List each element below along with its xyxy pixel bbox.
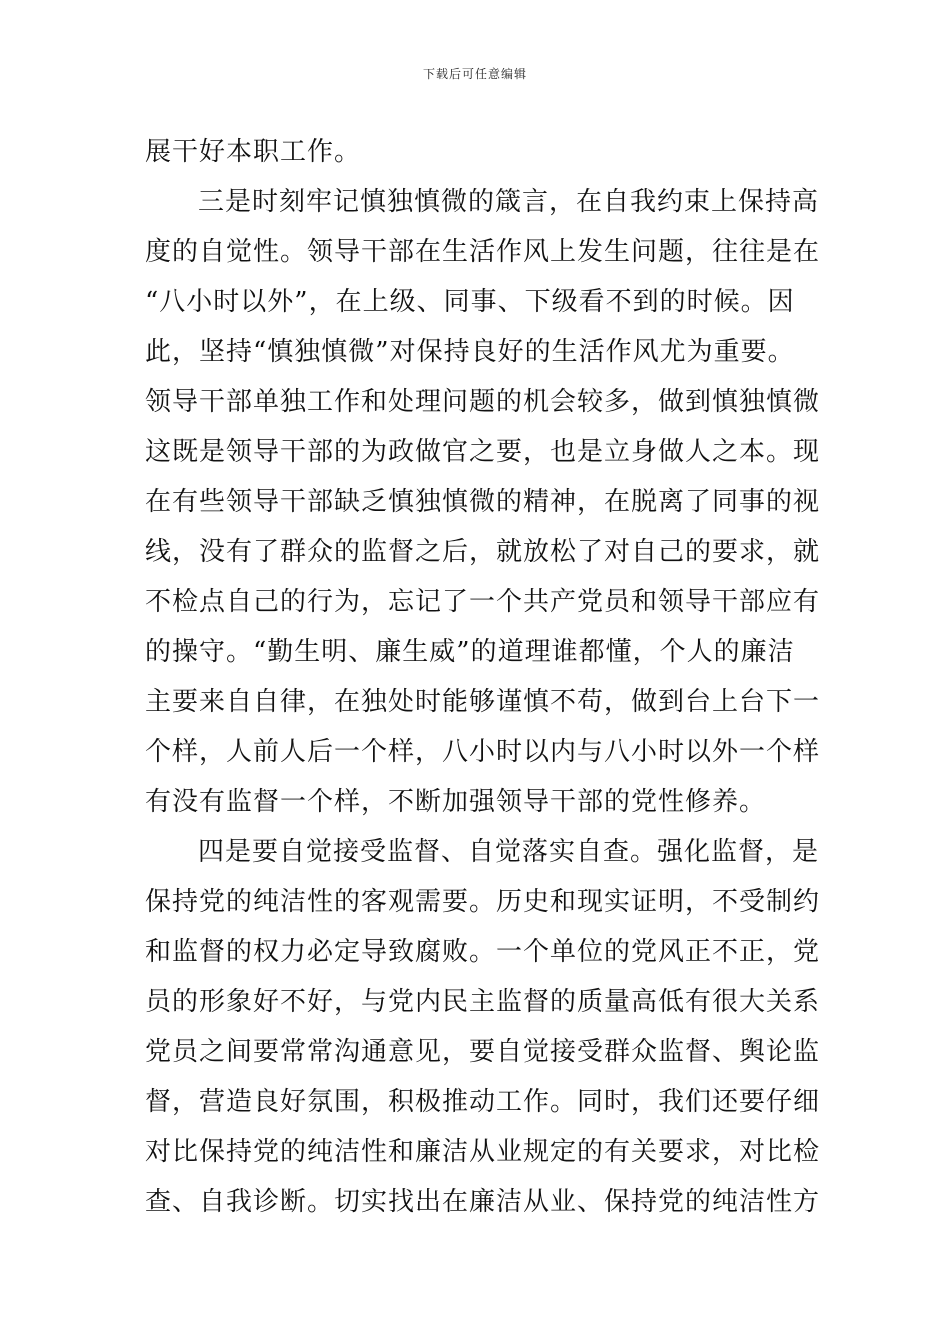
text-line: 的操守。“勤生明、廉生威”的道理谁都懂，个人的廉洁 xyxy=(145,637,795,667)
text-line: 党员之间要常常沟通意见，要自觉接受群众监督、舆论监 xyxy=(145,1037,821,1067)
text-line: 在有些领导干部缺乏慎独慎微的精神，在脱离了同事的视 xyxy=(145,487,821,517)
text-line: 三是时刻牢记慎独慎微的箴言，在自我约束上保持高 xyxy=(198,187,820,217)
text-line: 有没有监督一个样，不断加强领导干部的党性修养。 xyxy=(145,787,767,817)
text-line: 员的形象好不好，与党内民主监督的质量高低有很大关系 xyxy=(145,987,821,1017)
text-line: 度的自觉性。领导干部在生活作风上发生问题，往往是在 xyxy=(145,237,821,267)
page-header: 下载后可任意编辑 xyxy=(422,67,527,81)
text-line: 督，营造良好氛围，积极推动工作。同时，我们还要仔细 xyxy=(145,1087,821,1117)
text-line: 保持党的纯洁性的客观需要。历史和现实证明，不受制约 xyxy=(145,887,821,917)
text-line: 展干好本职工作。 xyxy=(145,137,362,167)
document-body xyxy=(145,127,825,1227)
text-line: 对比保持党的纯洁性和廉洁从业规定的有关要求，对比检 xyxy=(145,1137,821,1167)
text-line: 和监督的权力必定导致腐败。一个单位的党风正不正，党 xyxy=(145,937,821,967)
text-line: 四是要自觉接受监督、自觉落实自查。强化监督，是 xyxy=(198,837,820,867)
text-line: 主要来自自律，在独处时能够谨慎不苟，做到台上台下一 xyxy=(145,687,821,717)
text-line: 领导干部单独工作和处理问题的机会较多，做到慎独慎微 xyxy=(145,387,821,417)
text-line: 这既是领导干部的为政做官之要，也是立身做人之本。现 xyxy=(145,437,821,467)
text-line: 此，坚持“慎独慎微”对保持良好的生活作风尤为重要。 xyxy=(145,337,795,367)
text-line: “八小时以外”，在上级、同事、下级看不到的时候。因 xyxy=(145,287,795,317)
text-line: 个样，人前人后一个样，八小时以内与八小时以外一个样 xyxy=(145,737,821,767)
text-line: 线，没有了群众的监督之后，就放松了对自己的要求，就 xyxy=(145,537,821,567)
text-line: 不检点自己的行为，忘记了一个共产党员和领导干部应有 xyxy=(145,587,821,617)
text-line: 查、自我诊断。切实找出在廉洁从业、保持党的纯洁性方 xyxy=(145,1187,821,1217)
